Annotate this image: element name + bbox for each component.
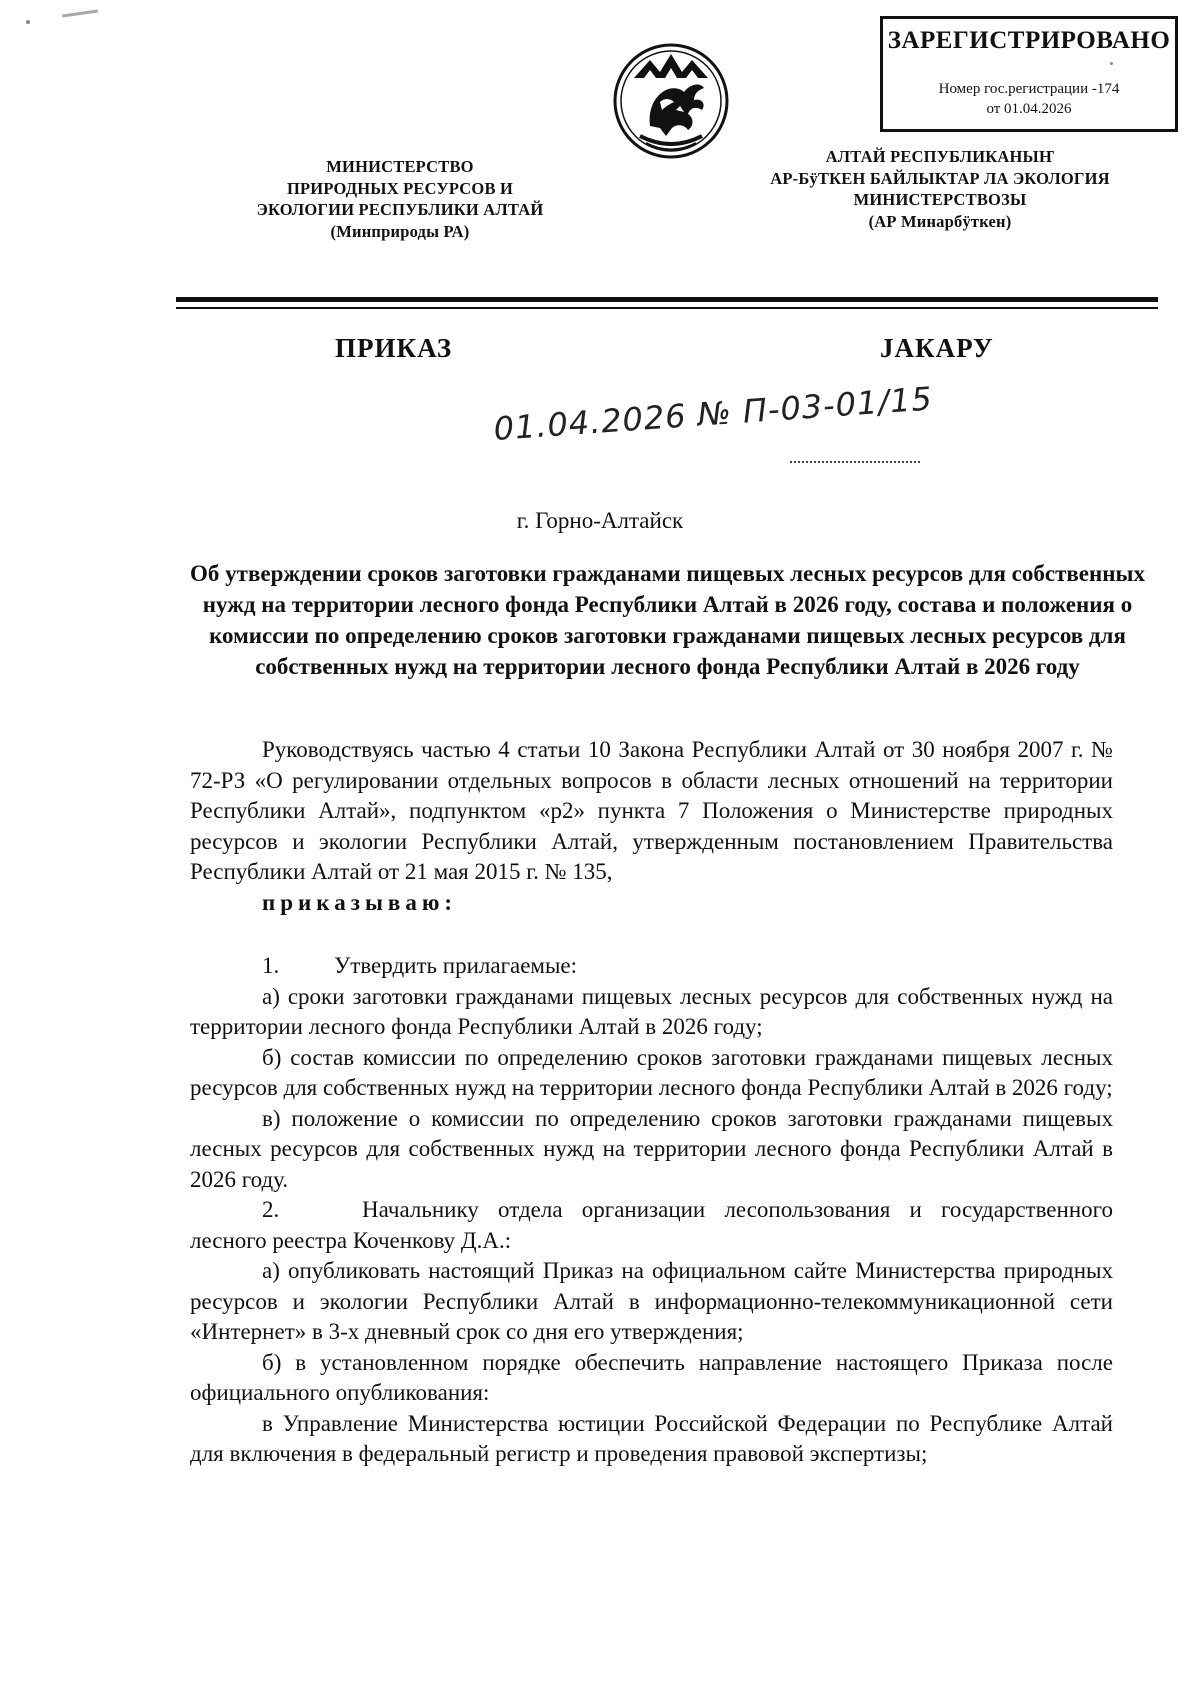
item-1	[190, 951, 1113, 982]
doctype-altai: JАКАРУ	[880, 333, 994, 363]
item-2-b: б) в установленном порядке обеспечить направление настоящего Приказа после официального опубликования:	[190, 1349, 1113, 1405]
item-2	[190, 1195, 1113, 1256]
item-2-number: 2.	[262, 1197, 280, 1222]
stamp-number: Номер гос.регистрации -174	[938, 81, 1120, 97]
header-left-line: (Минприроды РА)	[330, 221, 470, 241]
handwritten-date-number	[492, 379, 935, 466]
item-2-a: а) опубликовать настоящий Приказ на официальном сайте Министерства природных ресурсов и экологии Республики Алтай в информационно-телекоммуникационной сети «Интернет» в 3-х дневный срок со дня его утверждения;	[190, 1258, 1113, 1344]
header-right-line: (АР Минарбÿткен)	[868, 211, 1012, 231]
header-right-line: МИНИСТЕРСТВОЗЫ	[853, 190, 1027, 209]
header-right-line: АР-БÿТКЕН БАЙЛЫКТАР ЛА ЭКОЛОГИЯ	[770, 168, 1110, 188]
scan-speck	[26, 20, 30, 24]
scan-mark	[62, 10, 98, 18]
header-left-line: ПРИРОДНЫХ РЕСУРСОВ И	[286, 178, 514, 198]
handwriting-dotted-line	[790, 461, 920, 463]
header-left-line: МИНИСТЕРСТВО	[326, 157, 474, 176]
handwritten-date-text: 01.04.2026 № П-03-01/15	[492, 379, 934, 448]
item-2-text: Начальнику отдела организации лесопользования и государственного лесного реестра Коченкову Д.А.:	[190, 1197, 1113, 1253]
item-1-b: б) состав комиссии по определению сроков заготовки гражданами пищевых лесных ресурсов для собственных нужд на территории лесного фонда Республики Алтай в 2026 году;	[190, 1044, 1113, 1100]
spacer	[190, 918, 1113, 951]
stamp-title: ЗАРЕГИСТРИРОВАНО	[887, 27, 1171, 54]
item-1-a: а) сроки заготовки гражданами пищевых лесных ресурсов для собственных нужд на территории лесного фонда Республики Алтай в 2026 году;	[190, 983, 1113, 1039]
preamble-paragraph: Руководствуясь частью 4 статьи 10 Закона Республики Алтай от 30 ноября 2007 г. № 72-РЗ «О регулировании отдельных вопросов в области лесных отношений на территории Республики Алтай», подпунктом «р2» пункта 7 Положения о Министерстве природных ресурсов и экологии Республики Алтай, утвержденным постановлением Правительства Республики Алтай от 21 мая 2015 г. № 135,	[190, 737, 1113, 884]
order-word: приказываю:	[262, 889, 458, 915]
document-body	[190, 735, 1113, 1470]
item-1-number: 1.	[262, 953, 280, 978]
ministry-header-altai	[740, 146, 1140, 232]
doctype-russian: ПРИКАЗ	[335, 333, 453, 363]
header-divider-thick	[176, 297, 1158, 302]
registration-stamp	[880, 16, 1178, 132]
city-line: г. Горно-Алтайск	[516, 508, 684, 533]
item-1-c: в) положение о комиссии по определению сроков заготовки гражданами пищевых лесных ресурсов для собственных нужд на территории лесного фонда Республики Алтай в 2026 году.	[190, 1105, 1113, 1192]
coat-of-arms-emblem	[610, 40, 732, 162]
document-title: Об утверждении сроков заготовки гражданами пищевых лесных ресурсов для собственных нужд на территории лесного фонда Республики Алтай в 2026 году, состава и положения о комиссии по определению сроков заготовки гражданами пищевых лесных ресурсов для собственных нужд на территории лесного фонда Республики Алтай в 2026 году	[190, 561, 1145, 679]
header-right-line: АЛТАЙ РЕСПУБЛИКАНЫҤ	[825, 147, 1055, 166]
ministry-header-russian	[220, 156, 580, 242]
item-2-b-1: в Управление Министерства юстиции Российской Федерации по Республике Алтай для включения в федеральный регистр и проведения правовой экспертизы;	[190, 1410, 1113, 1466]
order-line	[190, 888, 1113, 919]
item-1-text: Утвердить прилагаемые:	[334, 953, 578, 978]
header-left-line: ЭКОЛОГИИ РЕСПУБЛИКИ АЛТАЙ	[256, 200, 544, 219]
header-divider-thin	[176, 307, 1158, 309]
stamp-date: от 01.04.2026	[986, 101, 1072, 117]
